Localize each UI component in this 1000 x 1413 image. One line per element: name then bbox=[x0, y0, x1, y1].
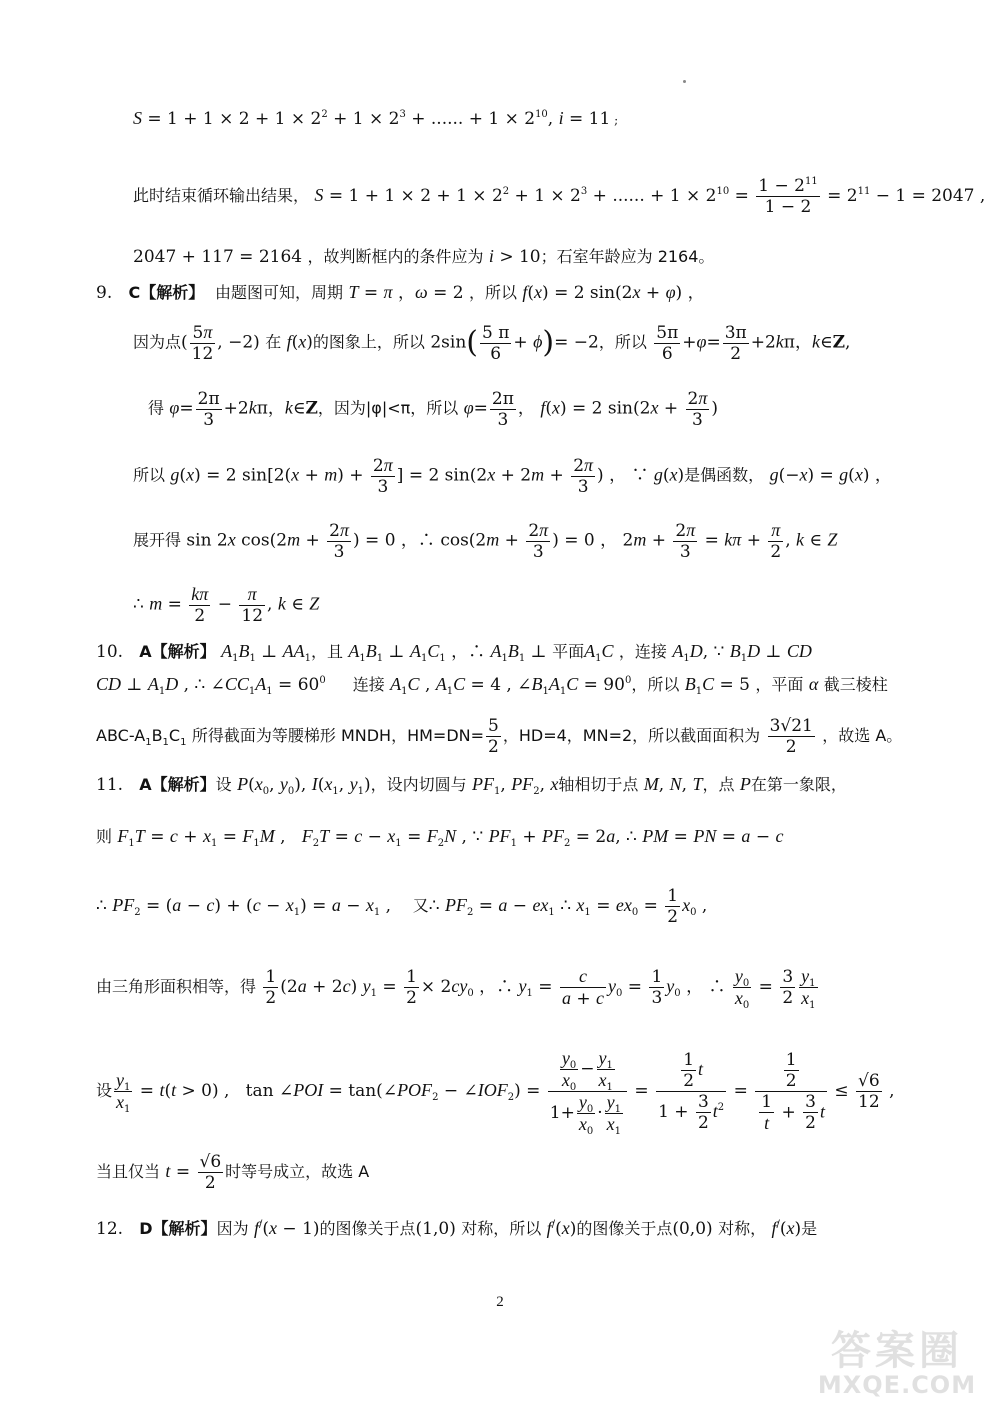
q11-line1: 11. A【解析】设 $P(x_0$, $y_0$), $I(x_1$, $y_1$)，设内切圆与 $PF_1$, $PF_2$, x轴相切于点 M, N, T，点 P在第一象限， bbox=[96, 774, 847, 797]
q11-text-b: ，设内切圆与 bbox=[370, 775, 467, 794]
q11-line3: ∴ $PF_2 = (a - c) + (c - x_1) = a - x_1$ , 又∴ $PF_2 = a - ex_1$ ∴ $x_1 = ex_0$ = $\frac{1}{2}$ $x_0$ , bbox=[96, 886, 708, 927]
watermark-text: 答案圈 bbox=[831, 1328, 963, 1374]
q12-line1: 12. D【解析】因为 f/(x − 1)的图像关于点(1,0) 对称，所以 f/(x)的图像关于点(0,0) 对称， f/(x)是 bbox=[96, 1218, 818, 1239]
q11-text-e: 在第一象限， bbox=[750, 775, 847, 794]
q9-number: 9. bbox=[96, 283, 113, 303]
loop-result-label: 此时结束循环输出结果， bbox=[133, 186, 310, 205]
age-label: ；石室年龄应为 2164。 bbox=[540, 247, 715, 266]
q11-answer: A【解析】 bbox=[139, 775, 216, 794]
q11-text-a: 设 bbox=[215, 775, 232, 794]
q9-line6: ∴ m = $\frac{k\pi}{2}$ − $\frac{\pi}{12}$ , k ∈ Z bbox=[133, 584, 320, 626]
q9-text-a: 由题图可知，周期 bbox=[215, 283, 344, 302]
q9-text-b: ，所以 bbox=[468, 283, 517, 302]
q12-text-e: 对称， bbox=[718, 1219, 767, 1238]
q11-text-c: 轴相切于点 bbox=[558, 775, 639, 794]
stray-dot bbox=[683, 80, 686, 83]
q10-text-g: 截三棱柱 bbox=[823, 675, 888, 694]
q12-number: 12. bbox=[96, 1219, 124, 1239]
q9-text-k: 展开得 bbox=[133, 530, 182, 550]
q10-text-j: ，HD=4，MN=2，所以截面面积为 bbox=[502, 726, 761, 745]
q9-line3: 得 φ= $\frac{2\pi}{3}$ +2kπ，k∈Z，因为|φ|<π，所以 φ= $\frac{2\pi}{3}$ ， f(x) = 2 sin(2x + $\frac{2\pi}{3}$ ) bbox=[148, 388, 719, 430]
q9-text-e: 的图象上，所以 bbox=[312, 332, 425, 352]
watermark-logo bbox=[802, 1319, 992, 1409]
q11-text-j: 当且仅当 bbox=[96, 1162, 161, 1181]
q10-text-a: ，且 bbox=[310, 642, 343, 661]
q12-text-f: 是 bbox=[801, 1219, 818, 1238]
q11-text-k: 时等号成立，故选 A bbox=[225, 1162, 370, 1181]
page-number: 2 bbox=[496, 1294, 504, 1310]
q10-answer: A【解析】 bbox=[139, 642, 216, 661]
q12-answer: D【解析】 bbox=[139, 1219, 217, 1238]
q11-line5: 设 $\frac{y_1}{x_1}$ = t(t > 0) , tan ∠POI = $\tan(\angle POF_2$ − $\angle IOF_2$) = $\frac{y_0}{x_0}$ − $\frac{y_1}{x_1}$ 1+ $\frac{y_0}{x_0}$ · $\frac{y_1}{x_1}$ = $\frac{1}{2}$ t 1 + $\frac{3}{2}$ $t^2$ = $\frac{1}{2}$ $\frac{1}{t}$ + $\frac{3}{2}$ t ≤ $\frac{√6}{12}$ , bbox=[96, 1048, 895, 1137]
q12-text-d: 的图像关于点 bbox=[576, 1219, 673, 1238]
q11-line2: 则 $F_1T = c + x_1 = F_1M$ , $F_2T = c - x_1 = F_2N$ , ∵ $PF_1 + PF_2 = 2a$, ∴ PM = PN = a − c bbox=[96, 826, 784, 849]
q11-line6: 当且仅当 t = $\frac{√6}{2}$ 时等号成立，故选 A bbox=[96, 1152, 370, 1193]
q9-text-h: ，因为|φ|<π，所以 bbox=[317, 398, 459, 418]
q11-text-g: 又 bbox=[412, 896, 429, 915]
q10-text-e: ，所以 bbox=[631, 675, 680, 694]
q12-text-c: 对称，所以 bbox=[461, 1219, 542, 1238]
q10-text-f: ，平面 bbox=[755, 675, 804, 694]
q9-text-j: 是偶函数， bbox=[684, 465, 765, 485]
q9-line1: 9. C【解析】 由题图可知，周期 T = π ，ω = 2 ，所以 f(x) = 2 sin(2x + φ) ， bbox=[96, 282, 705, 303]
q10-text-i: 所得截面为等腰梯形 MNDH，HM=DN= bbox=[191, 726, 485, 745]
q9-text-d: 在 bbox=[265, 332, 282, 352]
q10-line2: CD ⊥ $A_1D$ , ∴ $\angle CC_1A_1 = 60^0$ 连接 $A_1C$ , $A_1C = 4$ , $\angle B_1A_1C = 90^0$，所以 $B_1C = 5$ ，平面 α 截三棱柱 bbox=[96, 674, 888, 697]
q9-text-f: ，所以 bbox=[598, 332, 647, 352]
q12-text-b: 的图像关于点 bbox=[319, 1219, 416, 1238]
q11-line4: 由三角形面积相等，得 $\frac{1}{2}$ (2a + 2c) $y_1$ = $\frac{1}{2}$ × $2cy_0$ ，∴ $y_1$ = $\frac{c}{a + c}$ $y_0$ = $\frac{1}{3}$ $y_0$ ， ∴ $\frac{y_0}{x_0}$ = $\frac{3}{2}$ $\frac{y_1}{x_1}$ bbox=[96, 966, 816, 1011]
line-loop-result: 此时结束循环输出结果， $S = 1 + 1 \times 2 + 1 \times 2^2 + 1 \times 2^3$ + ...... + $1 \times 2^{10}$ = $\frac{1 - 2^{11}}{1 - 2}$ = $2^{11} - 1 = 2047$ , bbox=[133, 176, 986, 217]
condition-label: ，故判断框内的条件应为 bbox=[307, 247, 484, 266]
q10-text-d: 连接 bbox=[352, 675, 385, 694]
line-sum-expression: $S = 1 + 1 \times 2 + 1 \times 2^2 + 1 \times 2^3$ + ...... + $1 \times 2^{10}$, i = 11 ; bbox=[133, 108, 619, 129]
q9-text-g: 得 bbox=[148, 398, 165, 418]
q10-text-h: ABC-A bbox=[96, 726, 146, 745]
watermark-url: MXQE.COM bbox=[817, 1371, 977, 1399]
q9-text-c: 因为点 bbox=[133, 332, 182, 352]
q9-answer: C【解析】 bbox=[128, 283, 205, 302]
q9-text-i: 所以 bbox=[133, 465, 166, 485]
q11-text-d: ，点 bbox=[702, 775, 735, 794]
q11-number: 11. bbox=[96, 775, 124, 795]
line-condition: 2047 + 117 = 2164 ，故判断框内的条件应为 i > 10；石室年龄应为 2164。 bbox=[133, 246, 715, 267]
q11-text-f: 则 bbox=[96, 827, 113, 846]
q9-line4: 所以 g(x) = 2 sin[2(x + m) + $\frac{2\pi}{3}$ ] = 2 sin(2x + 2m + $\frac{2\pi}{3}$ ) ， ∵ g(x)是偶函数， g(−x) = g(x) ， bbox=[133, 455, 892, 497]
q10-text-k: ，故选 A。 bbox=[822, 726, 903, 745]
q10-line3: ABC-$A_1B_1C_1$ 所得截面为等腰梯形 MNDH，HM=DN= $\frac{5}{2}$ ，HD=4，MN=2，所以截面面积为 $\frac{3√21}{2}$ ，故选 A。 bbox=[96, 716, 903, 757]
q9-line5: 展开得 sin 2x cos(2m + $\frac{2\pi}{3}$ ) = 0 ，∴ cos(2m + $\frac{2\pi}{3}$ ) = 0 ， 2m + $\frac{2\pi}{3}$ = kπ + $\frac{\pi}{2}$ , k ∈ Z bbox=[133, 520, 838, 562]
q12-text-a: 因为 bbox=[216, 1219, 249, 1238]
q11-text-h: 由三角形面积相等，得 bbox=[96, 977, 257, 996]
q10-text-b: 平面 bbox=[552, 642, 585, 661]
q10-line1: 10. A【解析】 $A_1B_1$ ⊥ $AA_1$，且 $A_1B_1$ ⊥ $A_1C_1$ ，∴ $A_1B_1$ ⊥ 平面$A_1C$ ，连接 $A_1D$, ∵ $B_1D$ ⊥ CD bbox=[96, 641, 812, 664]
q9-line2: 因为点( $\frac{5\pi}{12}$ , −2) 在 f(x)的图象上，所以 2sin( $\frac{5 \pi}{6}$ + ϕ)= −2，所以 $\frac{5\pi}{6}$ +φ= $\frac{3\pi}{2}$ +2kπ，k∈Z, bbox=[133, 322, 851, 364]
q10-number: 10. bbox=[96, 642, 124, 662]
q11-text-i: 设 bbox=[96, 1081, 113, 1100]
q10-text-c: ，连接 bbox=[618, 642, 667, 661]
